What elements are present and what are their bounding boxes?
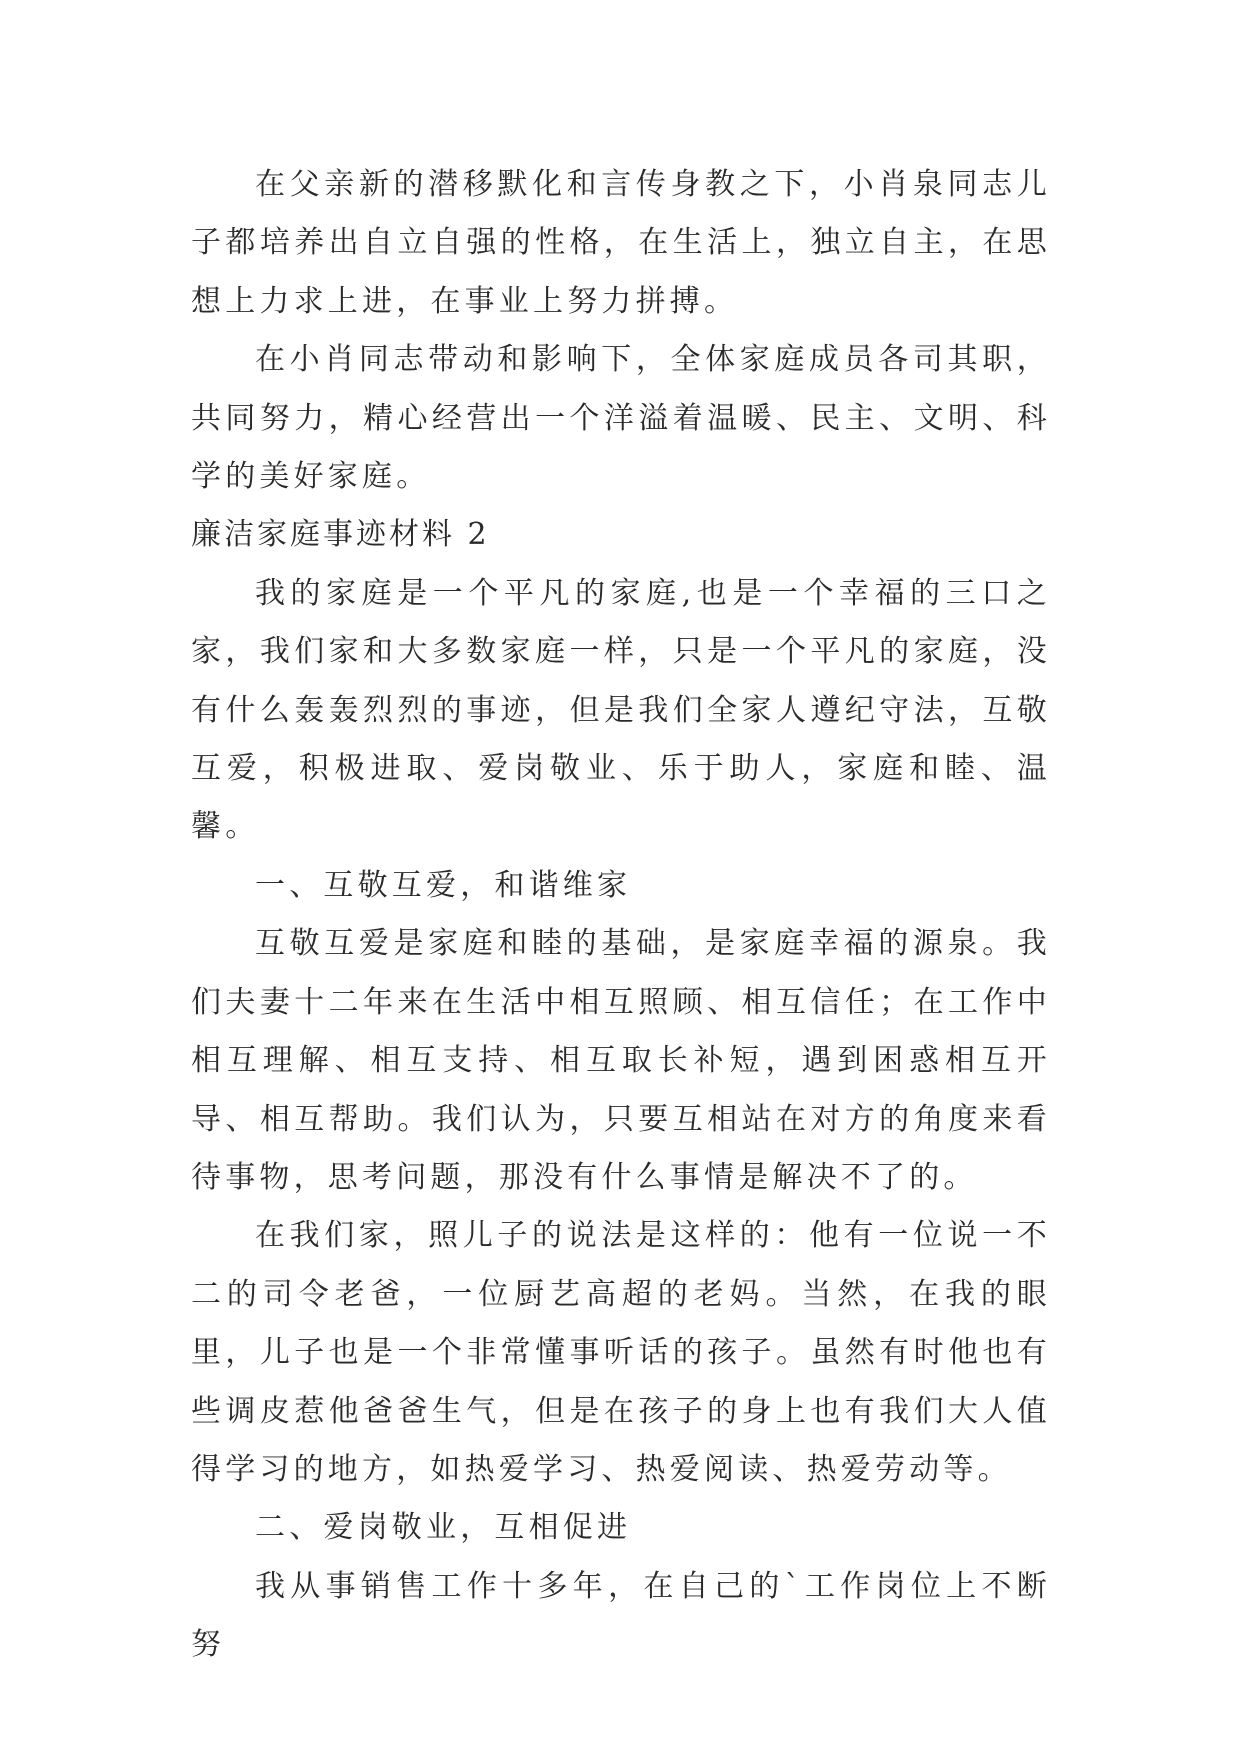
section-title: 廉洁家庭事迹材料 2 [191, 517, 490, 553]
paragraph: 互敬互爱是家庭和睦的基础，是家庭幸福的源泉。我们夫妻十二年来在生活中相互照顾、相互信任；在工作中相互理解、相互支持、相互取长补短，遇到困惑相互开导、相互帮助。我们认为，只要互相站在对方的角度来看待事物，思考问题，那没有什么事情是解决不了的。 [191, 926, 1051, 1195]
paragraph: 我的家庭是一个平凡的家庭,也是一个幸福的三口之家，我们家和大多数家庭一样，只是一个平凡的家庭，没有什么轰轰烈烈的事迹，但是我们全家人遵纪守法，互敬互爱，积极进取、爱岗敬业、乐于助人，家庭和睦、温馨。 [191, 575, 1051, 845]
paragraph: 在我们家，照儿子的说法是这样的：他有一位说一不二的司令老爸，一位厨艺高超的老妈。当然，在我的眼里，儿子也是一个非常懂事听话的孩子。虽然有时他也有些调皮惹他爸爸生气，但是在孩子的身上也有我们大人值得学习的地方，如热爱学习、热爱阅读、热爱劳动等。 [191, 1218, 1051, 1487]
document-body [191, 156, 1051, 1675]
subheading: 二、爱岗敬业，互相促进 [255, 1510, 632, 1546]
subheading: 一、互敬互爱，和谐维家 [255, 867, 632, 903]
paragraph: 在父亲新的潜移默化和言传身教之下，小肖泉同志儿子都培养出自立自强的性格，在生活上，独立自主，在思想上力求上进，在事业上努力拼搏。 [191, 167, 1051, 319]
paragraph: 在小肖同志带动和影响下，全体家庭成员各司其职，共同努力，精心经营出一个洋溢着温暖、民主、文明、科学的美好家庭。 [191, 342, 1051, 495]
paragraph: 我从事销售工作十多年，在自己的`工作岗位上不断努 [191, 1568, 1051, 1663]
